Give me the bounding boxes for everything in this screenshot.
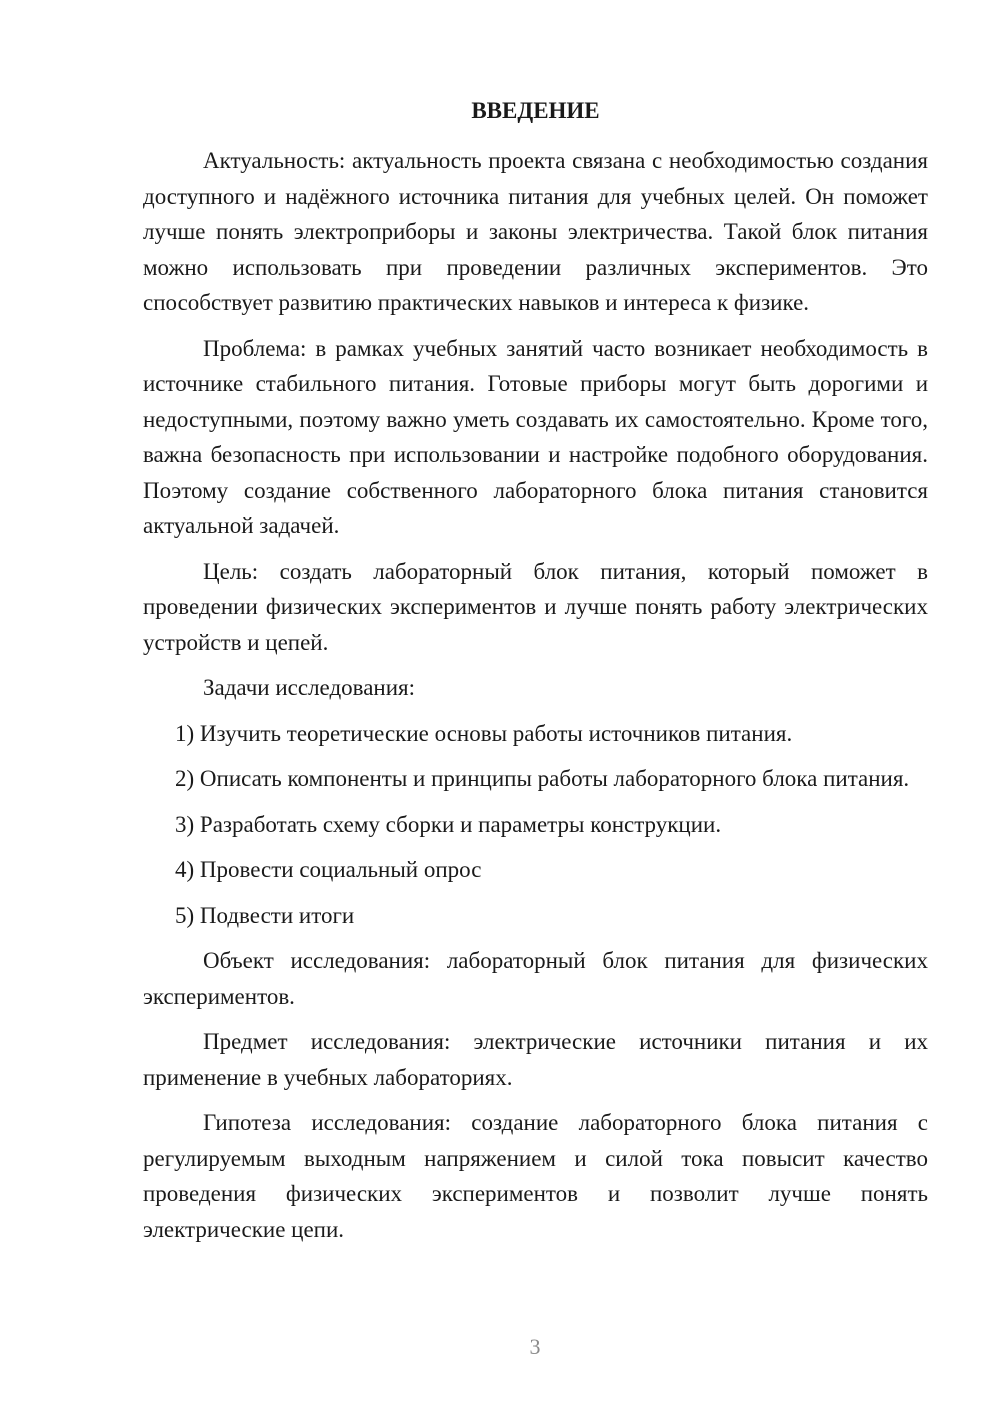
page-title: ВВЕДЕНИЕ (471, 98, 600, 123)
title-spacer (143, 127, 928, 143)
document-page (143, 95, 928, 1247)
task-item-1: 1) Изучить теоретические основы работы источников питания. (175, 720, 793, 746)
page-number: 3 (529, 1334, 541, 1359)
paragraph-goal: Цель: создать лабораторный блок питания, который поможет в проведении физических экспериментов и лучше понять работу электрических устройств и цепей. (143, 558, 928, 655)
paragraph-subject: Предмет исследования: электрические источники питания и их применение в учебных лабораториях. (143, 1029, 928, 1090)
task-item-4: 4) Провести социальный опрос (175, 857, 482, 882)
paragraph-relevance: Актуальность: актуальность проекта связана с необходимостью создания доступного и надёжного источника питания для учебных целей. Он поможет лучше понять электроприборы и законы электричества. Такой блок питания можно использовать при проведении различных экспериментов. Это способствует развитию практических навыков и интереса к физике. (143, 148, 928, 315)
paragraph-hypothesis: Гипотеза исследования: создание лабораторного блока питания с регулируемым выходным напряжением и силой тока повысит качество проведения физических экспериментов и позволит лучше понять электрические цепи. (143, 1110, 928, 1242)
task-item-5: 5) Подвести итоги (175, 902, 355, 928)
task-item-2: 2) Описать компоненты и принципы работы лабораторного блока питания. (175, 766, 910, 791)
paragraph-problem: Проблема: в рамках учебных занятий часто возникает необходимость в источнике стабильного питания. Готовые приборы могут быть дорогими и недоступными, поэтому важно уметь создавать их самостоятельно. Кроме того, важна безопасность при использовании и настройке подобного оборудования. Поэтому создание собственного лабораторного блока питания становится актуальной задачей. (143, 335, 928, 538)
tasks-heading: Задачи исследования: (203, 675, 416, 700)
paragraph-object: Объект исследования: лабораторный блок питания для физических экспериментов. (143, 948, 928, 1009)
task-item-3: 3) Разработать схему сборки и параметры конструкции. (175, 811, 722, 837)
